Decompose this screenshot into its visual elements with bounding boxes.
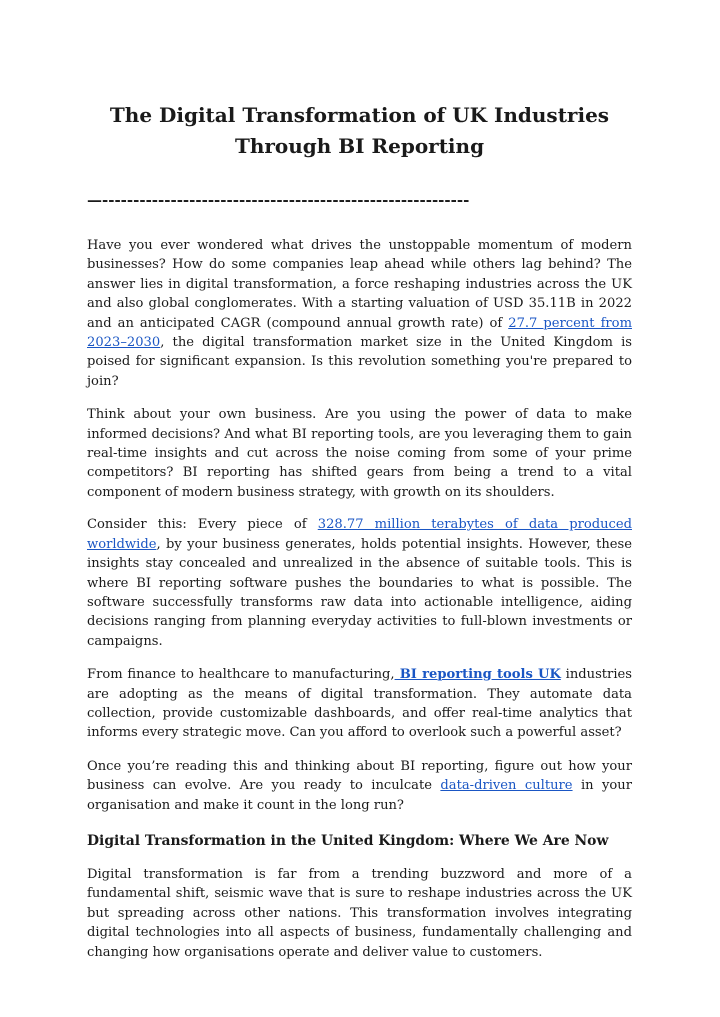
data-produced-link[interactable]: 328.77 million terabytes of data produced worldwide	[87, 517, 632, 552]
paragraph-evolve-text-b: in your organisation and make it count in the long run?	[87, 778, 632, 813]
paragraph-industries-text-b: industries are adopting as the means of digital transformation. They automate data collection, provide customizable dashboards, and offer real-time analytics that informs every strategic move. Can you afford to overlook such a powerful asset?	[87, 667, 632, 741]
paragraph-consider-text-a: Consider this: Every piece of	[87, 517, 318, 533]
paragraph-consider-this	[87, 515, 632, 651]
data-driven-culture-link[interactable]: data-driven culture	[440, 778, 573, 794]
paragraph-industries	[87, 665, 632, 743]
bi-reporting-tools-link[interactable]: BI reporting tools UK	[394, 667, 561, 683]
paragraph-consider-text-b: , by your business generates, holds potential insights. However, these insights stay concealed and unrealized in the absence of suitable tools. This is where BI reporting software pushes the boundaries to what is possible. The software successfully transforms raw data into actionable intelligence, aiding decisions ranging from planning everyday activities to full-blown investments or campaigns.	[87, 536, 632, 649]
title-divider: —-----------------------------------------------------------	[87, 191, 470, 209]
paragraph-transformation: Digital transformation is far from a trending buzzword and more of a fundamental shift, seismic wave that is sure to reshape industries across the UK but spreading across other nations. This transformation involves integrating digital technologies into all aspects of business, fundamentally challenging and changing how organisations operate and deliver value to customers.	[87, 866, 632, 960]
document-page	[87, 100, 632, 962]
paragraph-evolve	[87, 757, 632, 815]
title-line-1: The Digital Transformation of UK Industries	[109, 103, 610, 127]
paragraph-intro-text-b: , the digital transformation market size in the United Kingdom is poised for significant expansion. Is this revolution something you're prepared to join?	[87, 335, 632, 389]
paragraph-own-business: Think about your own business. Are you using the power of data to make informed decisions? And what BI reporting tools, are you leveraging them to gain real-time insights and cut across the noise coming from some of your prime competitors? BI reporting has shifted gears from being a trend to a vital component of modern business strategy, with growth on its shoulders.	[87, 407, 632, 500]
paragraph-intro-text-a: Have you ever wondered what drives the unstoppable momentum of modern businesses? How do some companies leap ahead while others lag behind? The answer lies in digital transformation, a force reshaping industries across the UK and also global conglomerates. With a starting valuation of USD 35.11B in 2022 and an anticipated CAGR (compound annual growth rate) of	[87, 238, 632, 331]
document-title	[87, 100, 632, 162]
paragraph-evolve-text-a: Once you’re reading this and thinking about BI reporting, figure out how your business can evolve. Are you ready to inculcate	[87, 758, 632, 794]
section-heading: Digital Transformation in the United Kingdom: Where We Are Now	[87, 832, 609, 849]
market-growth-link[interactable]: 27.7 percent from 2023–2030	[87, 315, 632, 351]
title-line-2: Through BI Reporting	[234, 134, 485, 158]
paragraph-industries-text-a: From finance to healthcare to manufacturing,	[87, 667, 395, 683]
paragraph-intro	[87, 236, 632, 391]
